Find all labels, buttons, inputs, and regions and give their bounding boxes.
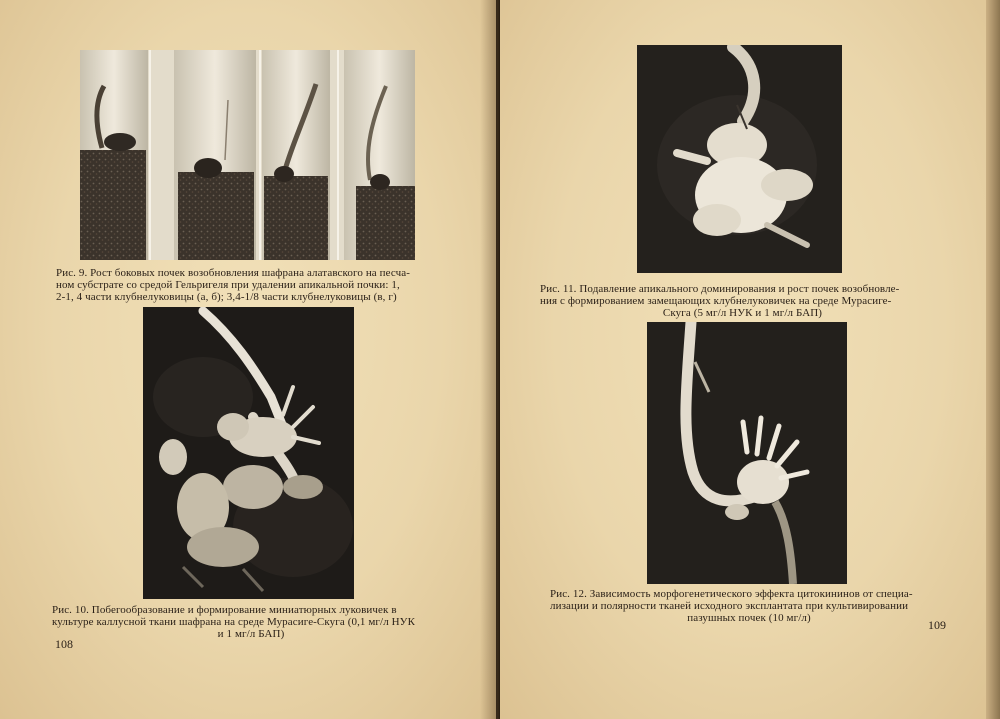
figure-11-photo bbox=[637, 45, 842, 273]
caption-line: Рис. 11. Подавление апикального доминирования и рост почек возобновле- bbox=[540, 283, 900, 295]
test-tubes-illustration bbox=[80, 50, 415, 260]
caption-line: Рис. 12. Зависимость морфогенетического эффекта цитокининов от специа- bbox=[550, 588, 913, 600]
caption-line: Рис. 9. Рост боковых почек возобновления шафрана алатавского на песча- bbox=[56, 267, 411, 279]
caption-line: Скуга (5 мг/л НУК и 1 мг/л БАП) bbox=[662, 307, 823, 319]
apical-dominance-illustration bbox=[637, 45, 842, 273]
caption-line: лизации и полярности тканей исходного эксплантата при культивировании bbox=[550, 600, 909, 612]
figure-9-caption bbox=[56, 267, 448, 303]
caption-line: пазушных почек (10 мг/л) bbox=[687, 612, 811, 624]
figure-12-photo bbox=[647, 322, 847, 584]
page-number-left: 108 bbox=[55, 637, 73, 651]
figure-11-caption bbox=[540, 283, 945, 319]
callus-culture-illustration bbox=[143, 307, 354, 599]
figure-12-caption bbox=[550, 588, 948, 624]
figure-9-photo bbox=[80, 50, 415, 260]
caption-line: Рис. 10. Побегообразование и формирование миниатюрных луковичек в bbox=[52, 604, 397, 616]
axillary-buds-illustration bbox=[647, 322, 847, 584]
figure-10-photo bbox=[143, 307, 354, 599]
page-edge bbox=[986, 0, 1000, 719]
caption-line: 2-1, 4 части клубнелуковицы (а, б); 3,4-1/8 части клубнелуковицы (в, г) bbox=[56, 291, 397, 303]
caption-line: ния с формированием замещающих клубнелуковичек на среде Мурасиге- bbox=[540, 295, 892, 307]
left-page bbox=[0, 0, 496, 719]
caption-line: и 1 мг/л БАП) bbox=[217, 628, 285, 640]
page-number-right: 109 bbox=[928, 618, 946, 632]
caption-line: культуре каллусной ткани шафрана на среде Мурасиге-Скуга (0,1 мг/л НУК bbox=[52, 616, 416, 628]
caption-line: ном субстрате со средой Гельригеля при удалении апикальной почки: 1, bbox=[56, 279, 400, 291]
figure-10-caption bbox=[52, 604, 450, 640]
right-page bbox=[500, 0, 1000, 719]
